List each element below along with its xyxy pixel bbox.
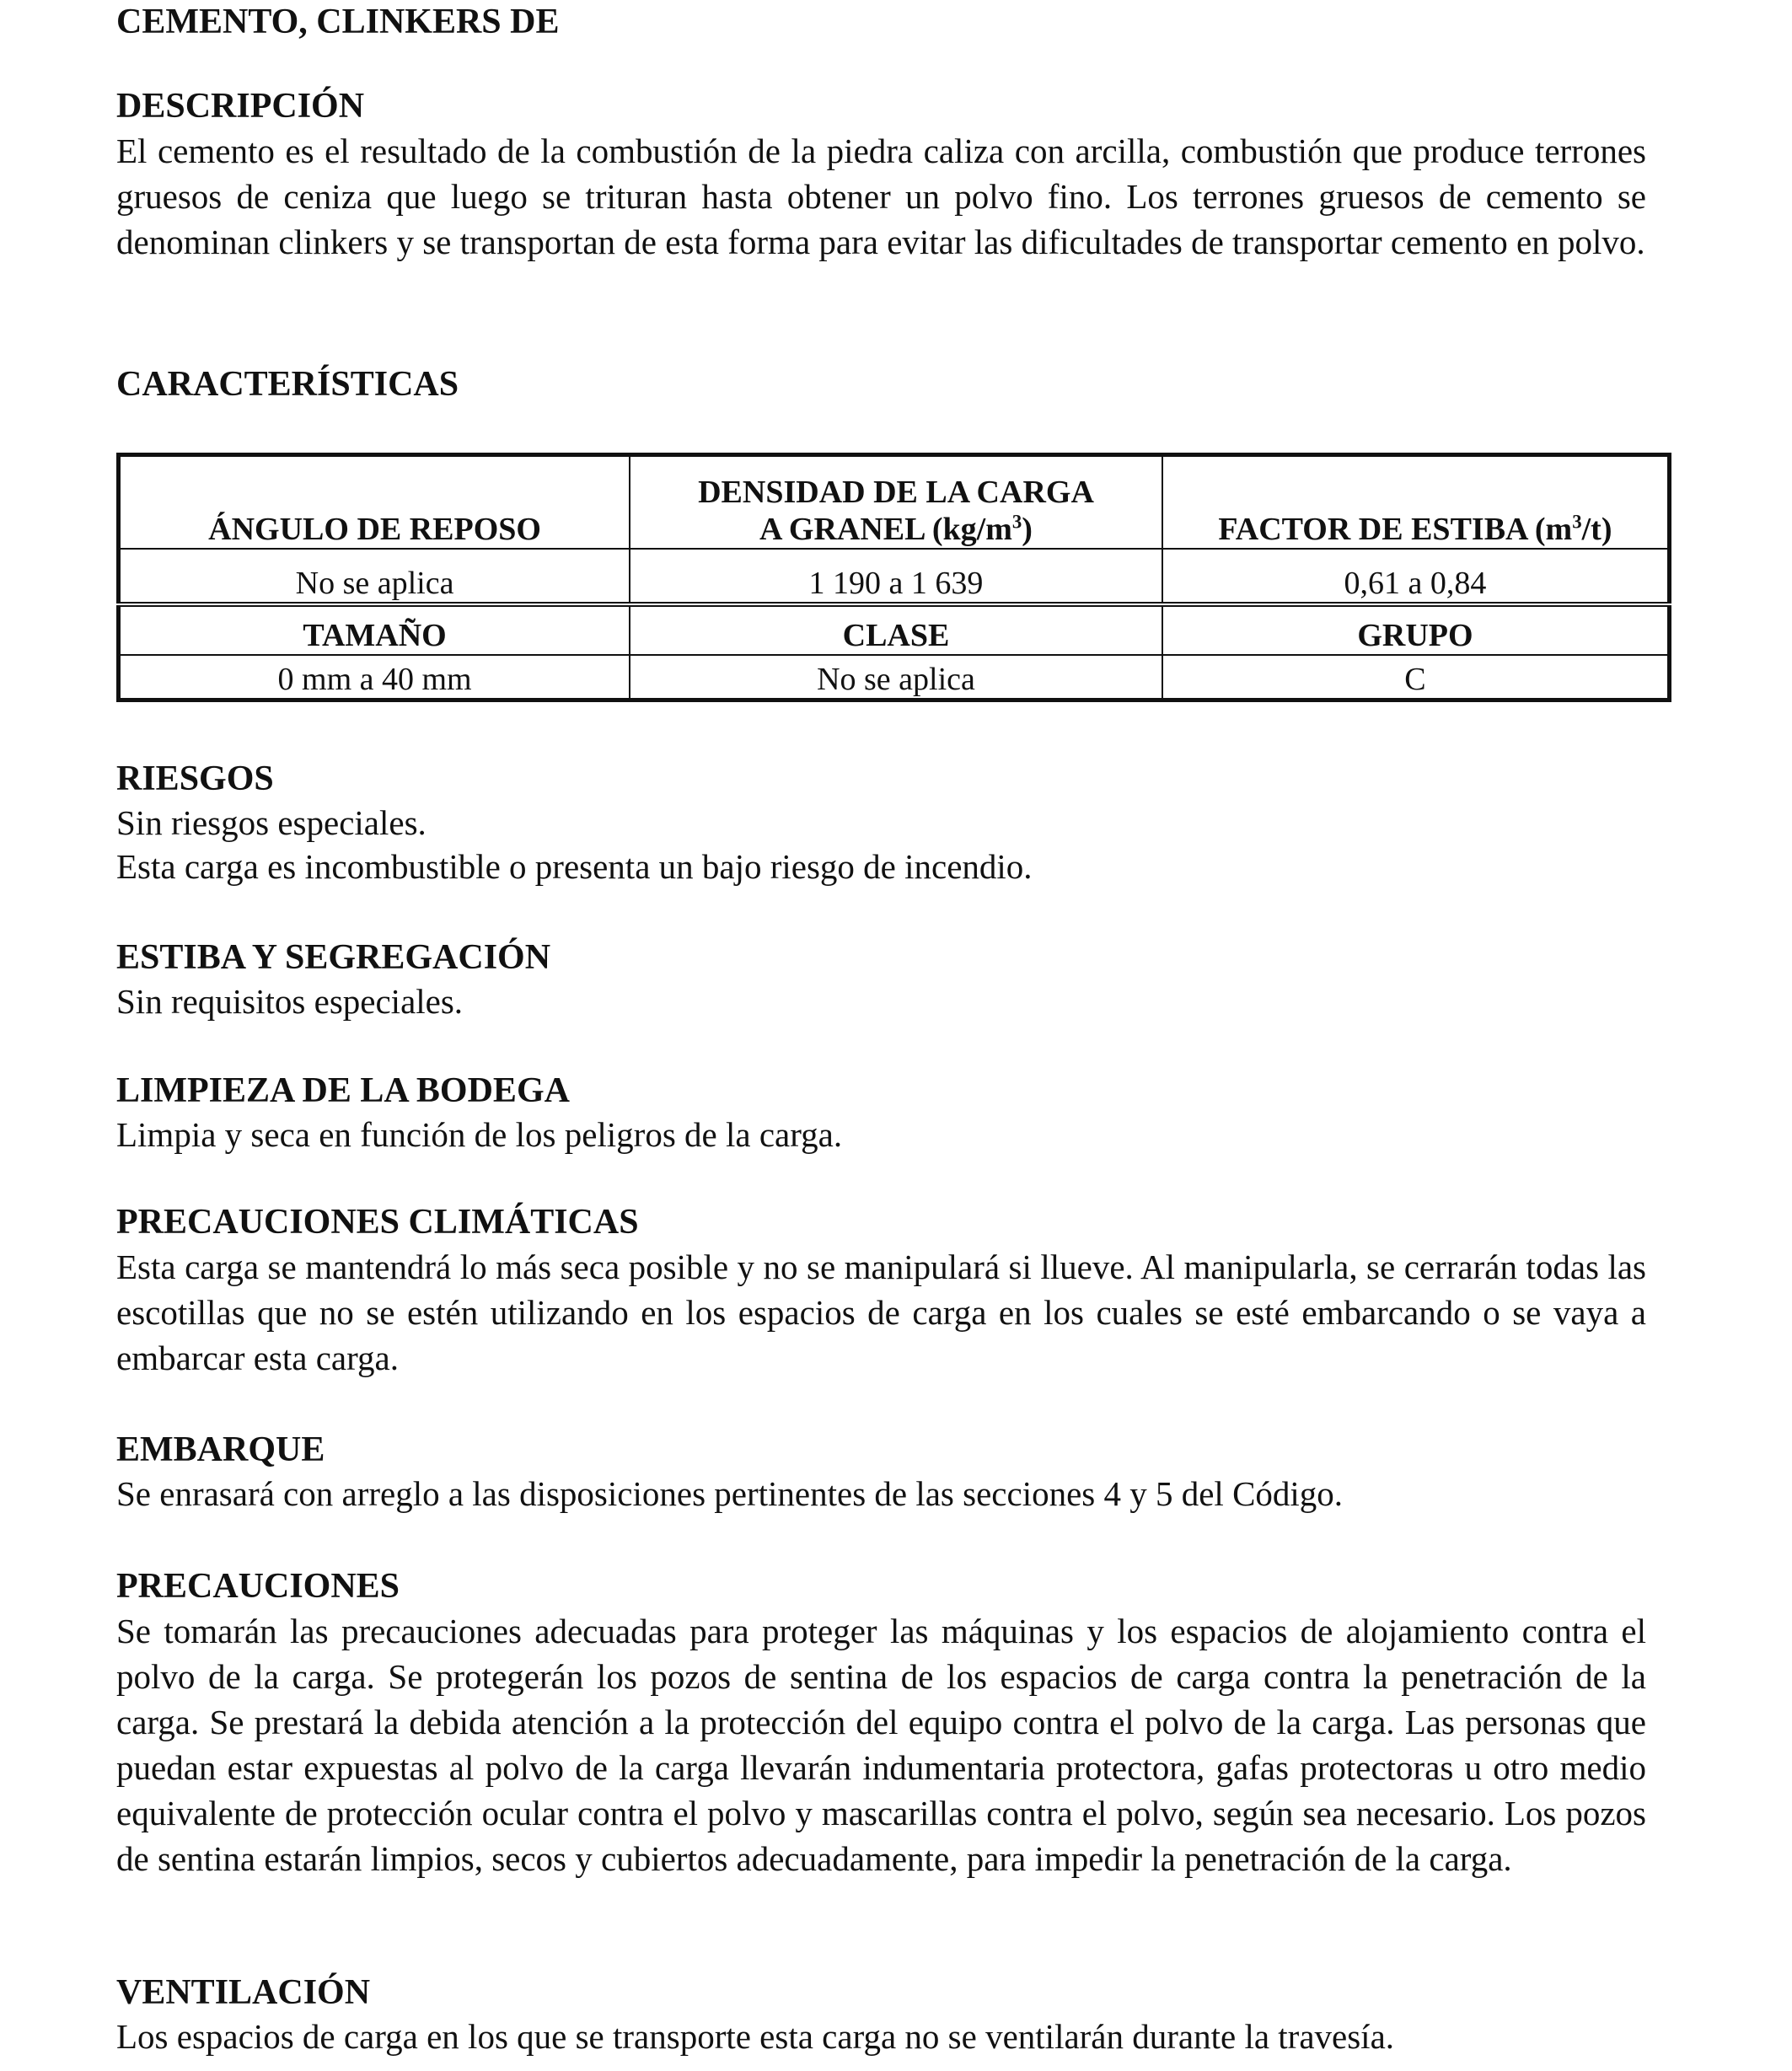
section-hazards xyxy=(116,757,1646,888)
section-loading xyxy=(116,1428,1646,1516)
section-ventilation xyxy=(116,1971,1646,2058)
header-bulk-density-superscript: 3 xyxy=(1011,511,1022,533)
section-heading-characteristics: CARACTERÍSTICAS xyxy=(116,365,459,404)
hold-cleanliness-text: Limpia y seca en función de los peligros de la carga. xyxy=(116,1115,843,1154)
value-bulk-density: 1 190 a 1 639 xyxy=(630,549,1162,604)
section-precautions xyxy=(116,1564,1646,1881)
ventilation-text: Los espacios de carga en los que se transporte esta carga no se ventilarán durante la travesía. xyxy=(116,2017,1395,2056)
description-text: El cemento es el resultado de la combustión de la piedra caliza con arcilla, combustión que produce terrones gruesos de ceniza que luego se trituran hasta obtener un polvo fino. Los terrones gruesos de cemento se denominan clinkers y se transportan de esta forma para evitar las dificultades de transportar cemento en polvo. xyxy=(116,131,1646,261)
value-angle-of-repose: No se aplica xyxy=(119,549,630,604)
value-stowage-factor: 0,61 a 0,84 xyxy=(1162,549,1670,604)
header-bulk-density-line1: DENSIDAD DE LA CARGA xyxy=(698,475,1094,510)
table-header-row xyxy=(119,604,1670,655)
precautions-text: Se tomarán las precauciones adecuadas para proteger las máquinas y los espacios de alojamiento contra el polvo de la carga. Se protegerán los pozos de sentina de los espacios de carga contra la penetración de la carga. Se prestará la debida atención a la protección del equipo contra el polvo de la carga. Las personas que puedan estar expuestas al polvo de la carga llevarán indumentaria protectora, gafas protectoras u otro medio equivalente de protección ocular contra el polvo y mascarillas contra el polvo, según sea necesario. Los pozos de sentina estarán limpios, secos y cubiertos adecuadamente, para impedir la penetración de la carga. xyxy=(116,1612,1646,1878)
section-heading-stowage-segregation: ESTIBA Y SEGREGACIÓN xyxy=(116,938,551,977)
header-class: CLASE xyxy=(630,604,1162,655)
characteristics-table xyxy=(116,453,1671,702)
section-hold-cleanliness xyxy=(116,1069,1646,1156)
value-size: 0 mm a 40 mm xyxy=(119,655,630,700)
header-bulk-density xyxy=(630,455,1162,550)
header-stowage-factor-superscript: 3 xyxy=(1572,511,1582,533)
section-heading-precautions: PRECAUCIONES xyxy=(116,1567,400,1606)
section-stowage-segregation xyxy=(116,936,1646,1023)
section-heading-ventilation: VENTILACIÓN xyxy=(116,1973,371,2012)
hazards-line-2: Esta carga es incombustible o presenta un bajo riesgo de incendio. xyxy=(116,847,1033,886)
section-weather-precautions xyxy=(116,1200,1646,1381)
value-class: No se aplica xyxy=(630,655,1162,700)
header-size: TAMAÑO xyxy=(119,604,630,655)
table-row xyxy=(119,549,1670,604)
header-bulk-density-close: ) xyxy=(1022,512,1033,547)
weather-precautions-text: Esta carga se mantendrá lo más seca posible y no se manipulará si llueve. Al manipularla, se cerrarán todas las escotillas que no se estén utilizando en los espacios de carga en los cuales se esté embarcando o se vaya a embarcar esta carga. xyxy=(116,1247,1646,1377)
header-stowage-factor-close: /t) xyxy=(1581,512,1612,547)
value-group: C xyxy=(1162,655,1670,700)
section-heading-description: DESCRIPCIÓN xyxy=(116,87,365,126)
section-heading-hold-cleanliness: LIMPIEZA DE LA BODEGA xyxy=(116,1071,570,1110)
section-heading-weather-precautions: PRECAUCIONES CLIMÁTICAS xyxy=(116,1203,639,1242)
document-title: CEMENTO, CLINKERS DE xyxy=(116,3,560,41)
header-bulk-density-line2: A GRANEL (kg/m xyxy=(759,512,1012,547)
section-description xyxy=(116,84,1646,265)
section-characteristics xyxy=(116,362,1646,406)
table-header-row xyxy=(119,455,1670,550)
header-stowage-factor xyxy=(1162,455,1670,550)
header-group: GRUPO xyxy=(1162,604,1670,655)
loading-text: Se enrasará con arreglo a las disposiciones pertinentes de las secciones 4 y 5 del Código. xyxy=(116,1474,1344,1513)
table-row xyxy=(119,655,1670,700)
section-heading-loading: EMBARQUE xyxy=(116,1430,325,1469)
stowage-segregation-text: Sin requisitos especiales. xyxy=(116,982,464,1021)
section-heading-hazards: RIESGOS xyxy=(116,759,274,798)
header-angle-of-repose: ÁNGULO DE REPOSO xyxy=(119,455,630,550)
header-stowage-factor-text: FACTOR DE ESTIBA (m xyxy=(1218,512,1573,547)
hazards-line-1: Sin riesgos especiales. xyxy=(116,803,427,842)
